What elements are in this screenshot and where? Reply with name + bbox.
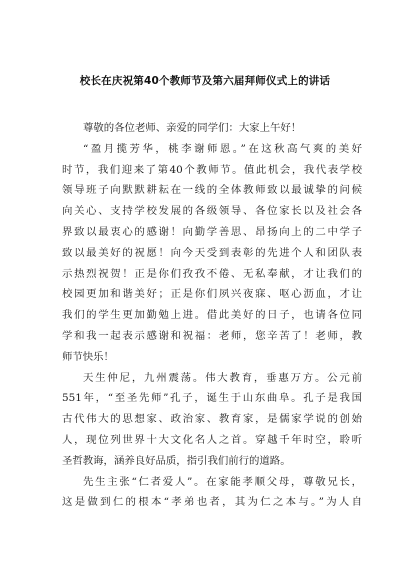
body-line: 界致以最衷心的感谢！向勤学善思、昂扬向上的二中学子 <box>62 225 362 238</box>
body-line: 天生仲尼，九州震荡。伟大教育，垂惠万方。公元前 <box>83 371 362 384</box>
body-line: 我们的学生更加勤勉上进。借此美好的日子，也请各位同 <box>62 309 362 322</box>
body-line: 先生主张“仁者爱人”。在家能孝顺父母，尊敬兄长， <box>83 475 362 488</box>
body-line: 师节快乐！ <box>62 350 114 363</box>
body-line: 致以最美好的祝愿！向今天受到表彰的先进个人和团队表 <box>62 246 362 259</box>
body-line: 时节，我们迎来了第40个教师节。值此机会，我代表学校 <box>62 163 362 176</box>
body-line: 领导班子向默默耕耘在一线的全体教师致以最诚挚的问候 <box>62 184 362 197</box>
body-line: 人，现位列世界十大文化名人之首。穿越千年时空，聆听 <box>62 433 362 446</box>
body-line: 示热烈祝贺！正是你们孜孜不倦、无私奉献，才让我们的 <box>62 267 362 280</box>
body-line: “盈月揽芳华，桃李谢师恩。”在这秋高气爽的美好 <box>83 142 362 155</box>
speech-body <box>62 118 362 513</box>
body-line: 古代伟大的思想家、政治家、教育家，是儒家学说的创始 <box>62 413 362 426</box>
body-line: 向关心、支持学校发展的各级领导、各位家长以及社会各 <box>62 205 362 218</box>
body-line: 这是做到仁的根本“孝弟也者，其为仁之本与。”为人自 <box>62 496 362 509</box>
body-line: 校园更加和谐美好；正是你们夙兴夜寐、呕心沥血，才让 <box>62 288 362 301</box>
page-title: 校长在庆祝第40个教师节及第六届拜师仪式上的讲话 <box>79 75 331 87</box>
body-line: 圣哲教诲，涵养良好品质，指引我们前行的道路。 <box>62 454 291 467</box>
body-line: 551年，“至圣先师”孔子，诞生于山东曲阜。孔子是我国 <box>62 392 362 405</box>
body-line: 尊敬的各位老师、亲爱的同学们：大家上午好！ <box>83 122 302 134</box>
body-line: 学和我一起表示感谢和祝福：老师，您辛苦了！老师，教 <box>62 329 362 342</box>
